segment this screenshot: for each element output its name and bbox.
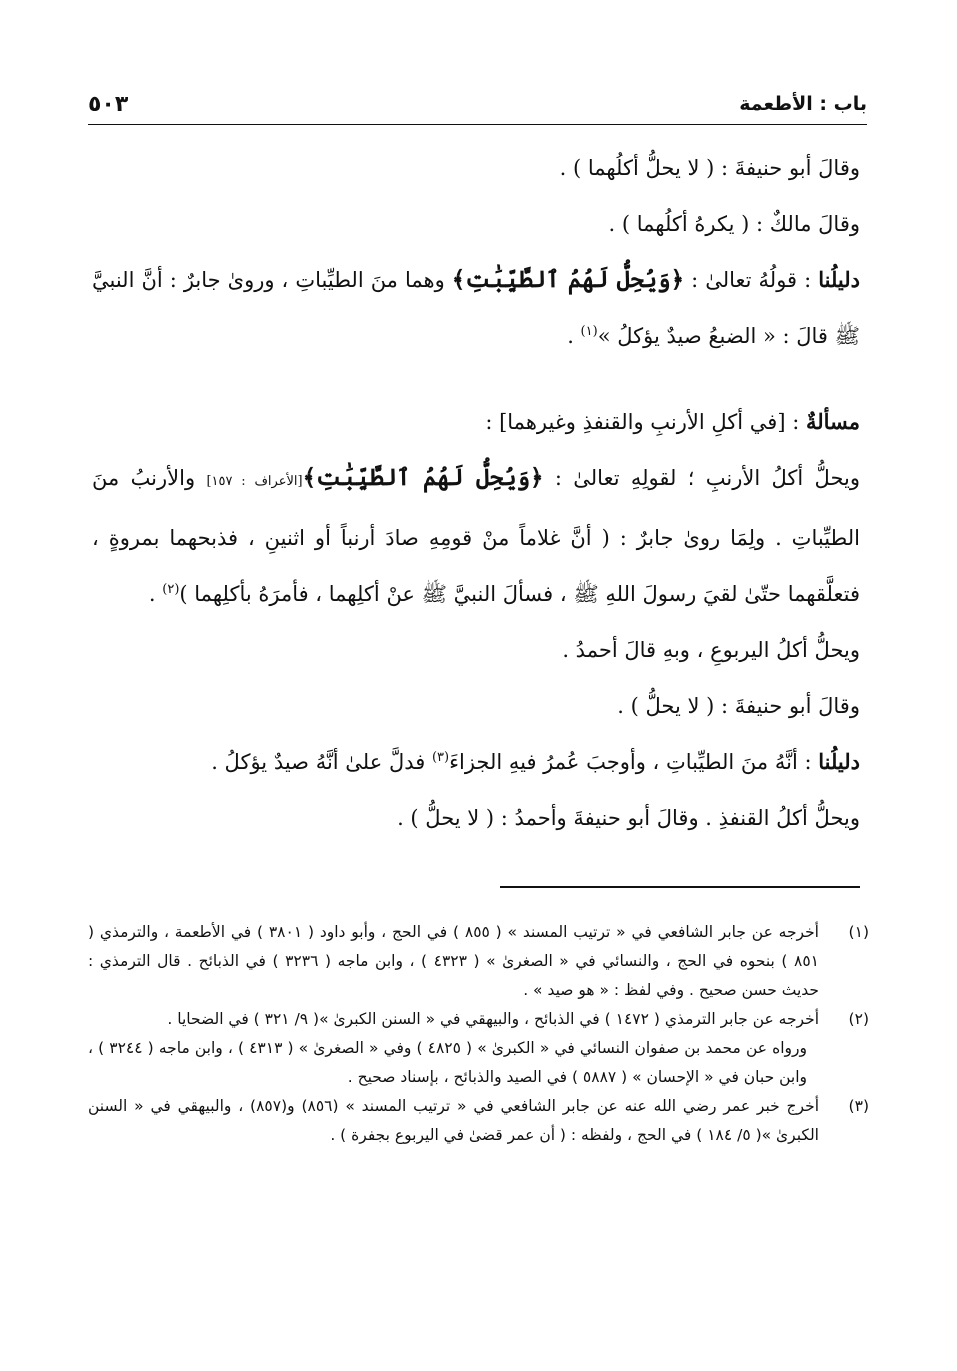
footnote-marker-3[interactable]: (٣) xyxy=(431,750,450,765)
paragraph-1: وقالَ أبو حنيفةَ : ( لا يحلُّ أكلُهما ) . xyxy=(559,156,860,180)
footnote-separator xyxy=(500,886,860,888)
paragraph-9: ويحلُّ أكلُ القنفذِ . وقالَ أبو حنيفةَ وأحمدُ : ( لا يحلُّ ) . xyxy=(397,806,860,830)
paragraph-6: ويحلُّ أكلُ اليربوعِ ، وبهِ قالَ أحمدُ . xyxy=(562,638,860,662)
running-header xyxy=(88,84,867,125)
footnote-number: (٢) xyxy=(848,1010,869,1028)
paragraph-3-text-b: وهما منَ الطيِّباتِ ، وروىٰ جابرٌ : أنَّ النبيَّ ﷺ قالَ : « الضبعُ صيدٌ يؤكلُ » xyxy=(92,268,860,348)
issue-heading xyxy=(92,394,860,450)
footnote-2-continuation: ورواه عن محمد بن صفوان النسائي في « الكبرىٰ » ( ٤٨٢٥ ) وفي « الصغرىٰ » ( ٤٣١٣ ) ، وابن ماجه ( ٣٢٤٤ ) ، وابن حبان في « الإحسان » ( ٥٨٨٧ ) في الصيد والذبائح ، بإسناد صحيح . xyxy=(88,1039,807,1086)
footnote-text: أخرجه عن جابر الترمذي ( ١٤٧٢ ) في الذبائح ، والبيهقي في « السنن الكبرىٰ »( ٩/ ٣٢١ ) في الضحايا . xyxy=(167,1010,819,1028)
footnote-text: أخرجه عن جابر الشافعي في « ترتيب المسند » ( ٨٥٥ ) في الحج ، وأبو داود ( ٣٨٠١ ) في الأطعمة ، والترمذي ( ٨٥١ ) بنحوه في الحج ، والنسائي في « الصغرىٰ » ( ٤٣٢٣ ) ، وابن ماجه ( ٣٢٣٦ ) في الذبائح . قال الترمذي : حديث حسن صحيح . وفي لفظ : « هو صيد » . xyxy=(88,923,820,999)
footnote-text: أخرج خبر عمر رضي الله عنه عن جابر الشافعي في « ترتيب المسند » (٨٥٦) و(٨٥٧) ، والبيهقي في « السنن الكبرىٰ »( ٥/ ١٨٤ ) في الحج ، ولفظه : ( أن عمر قضىٰ في اليربوع بجفرة ) . xyxy=(88,1097,819,1144)
paragraph-5-end: . xyxy=(148,582,163,606)
paragraph-7: وقالَ أبو حنيفةَ : ( لا يحلُّ ) . xyxy=(617,694,860,718)
footnote-1 xyxy=(88,918,869,1005)
paragraph-8 xyxy=(92,734,860,790)
footnote-marker-1[interactable]: (١) xyxy=(580,324,598,339)
footnotes xyxy=(88,918,869,1150)
paragraph-5-text-b: والأرنبُ منَ الطيِّباتِ . ولِمَا روىٰ جابرٌ : ( أنَّ غلاماً منْ قومِهِ صادَ أرنباً أو اثنينِ ، فذبحهما بمروةٍ ، فتعلَّقهما حتّىٰ لقيَ رسولَ اللهِ ﷺ ، فسألَ النبيَّ ﷺ عنْ أكلِهما ، فأمرَهُ بأكلِهما ) xyxy=(92,466,860,606)
paragraph-8-text-b: فدلَّ علىٰ أنَّهُ صيدٌ يؤكلُ . xyxy=(211,750,432,774)
issue-title: : [في أكلِ الأرنبِ والقنفذِ وغيرهما] : xyxy=(485,410,806,434)
verse-reference: [الأعراف : ١٥٧] xyxy=(206,474,303,489)
chapter-title: باب : الأطعمة xyxy=(739,93,867,115)
issue-label: مسألةٌ xyxy=(805,409,860,434)
paragraph-3-end: . xyxy=(567,324,581,348)
quran-verse: ﴿وَيُحِلُّ لَهُمُ ٱلطَّيِّبَٰتِ﴾ xyxy=(302,464,544,491)
footnote-2 xyxy=(88,1005,869,1034)
evidence-label: دليلُنا xyxy=(818,749,860,774)
footnote-number: (٣) xyxy=(848,1097,869,1115)
paragraph-2: وقالَ مالكٌ : ( يكرهُ أكلُهما ) . xyxy=(608,212,860,236)
paragraph-3-text-a: : قولُهُ تعالىٰ : xyxy=(684,268,819,292)
main-text xyxy=(92,140,860,846)
paragraph-8-text-a: : أنَّهُ منَ الطيِّباتِ ، وأوجبَ عُمرُ فيهِ الجزاءَ xyxy=(449,750,819,774)
footnote-marker-2[interactable]: (٢) xyxy=(162,582,180,597)
footnote-3 xyxy=(88,1092,869,1150)
evidence-label: دليلُنا xyxy=(818,267,861,292)
quran-verse: ﴿وَيُحِلُّ لَهُمُ ٱلطَّيِّبَٰتِ﴾ xyxy=(451,266,685,293)
paragraph-5 xyxy=(92,450,860,622)
footnote-number: (١) xyxy=(848,923,869,941)
paragraph-5-text-a: ويحلُّ أكلُ الأرنبِ ؛ لقولِهِ تعالىٰ : xyxy=(543,466,860,490)
page-number: ٥٠٣ xyxy=(88,91,129,117)
paragraph-3 xyxy=(92,252,860,364)
